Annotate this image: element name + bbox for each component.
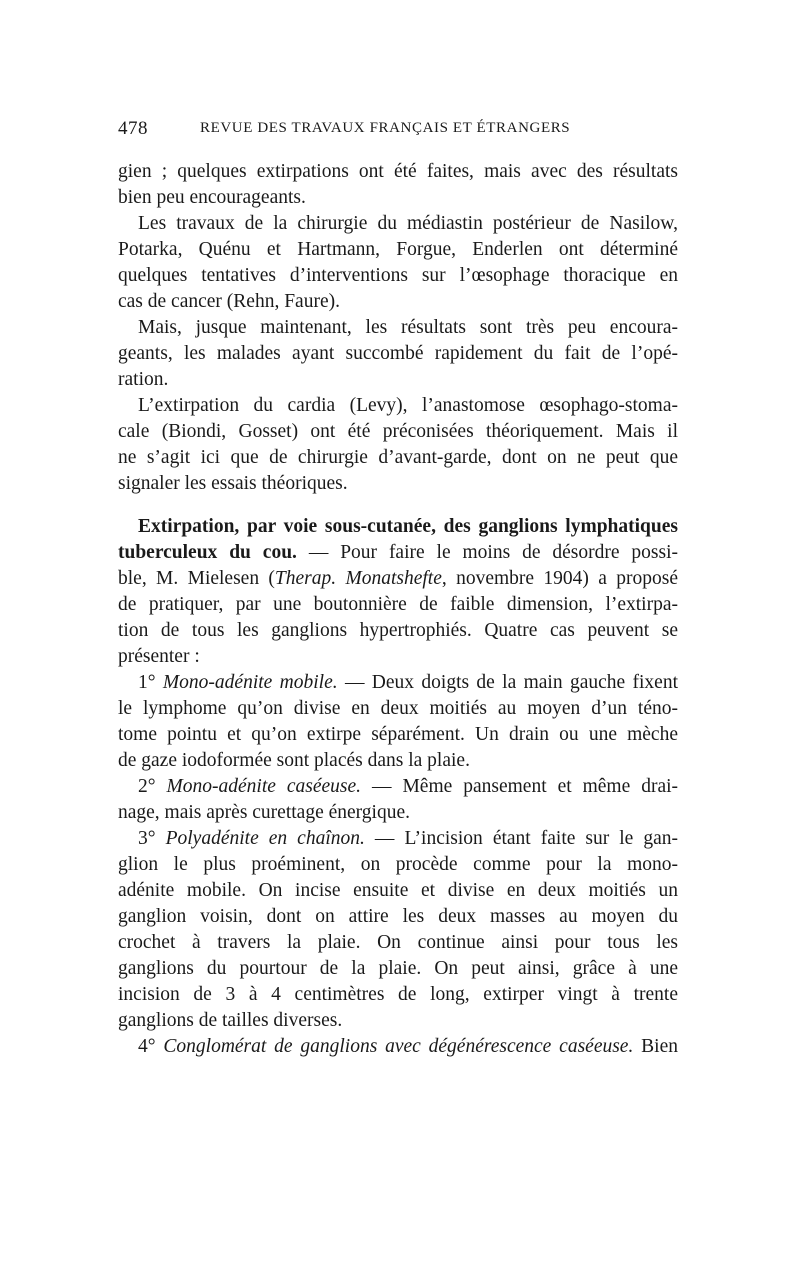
text-line: de pratiquer, par une boutonnière de faible dimension, l’extirpa- <box>118 594 678 615</box>
item-title: Conglomérat de ganglions avec dégénérescence caséeuse. <box>163 1036 634 1057</box>
item-number: 2° <box>138 776 156 797</box>
text-line: cale (Biondi, Gosset) ont été préconisées théoriquement. Mais il <box>118 421 678 442</box>
text-line: geants, les malades ayant succombé rapidement du fait de l’opé- <box>118 343 678 364</box>
text-line: de gaze iodoformée sont placés dans la plaie. <box>118 750 470 771</box>
text-line: présenter : <box>118 646 200 667</box>
text-line: ne s’agit ici que de chirurgie d’avant-garde, dont on ne peut que <box>118 447 678 468</box>
text-line: nage, mais après curettage énergique. <box>118 802 411 823</box>
section-heading: Extirpation, par voie sous-cutanée, des ganglions lymphatiques <box>138 516 678 537</box>
item-number: 3° <box>138 828 156 849</box>
text-line <box>118 566 678 592</box>
list-item <box>138 1034 678 1060</box>
text-line: gien ; quelques extirpations ont été faites, mais avec des résultats <box>118 161 678 182</box>
text-line: glion le plus proéminent, on procède comme pour la mono- <box>118 854 678 875</box>
item-title: Polyadénite en chaînon. <box>165 828 365 849</box>
text-line: crochet à travers la plaie. On continue ainsi pour tous les <box>118 932 678 953</box>
text-line: tome pointu et qu’on extirpe séparément. Un drain ou une mèche <box>118 724 678 745</box>
item-title: Mono-adénite mobile. <box>162 672 338 693</box>
text-span: — Pour faire le moins de désordre possi- <box>296 542 679 563</box>
item-number: 4° <box>138 1036 156 1057</box>
list-item <box>138 774 678 800</box>
text-span: , novembre 1904) a proposé <box>441 568 679 589</box>
text-line: cas de cancer (Rehn, Faure). <box>118 291 340 312</box>
text-line: Mais, jusque maintenant, les résultats sont très peu encoura- <box>138 317 678 338</box>
text-line: ganglion voisin, dont on attire les deux masses au moyen du <box>118 906 678 927</box>
text-line: ganglions du pourtour de la plaie. On peut ainsi, grâce à une <box>118 958 678 979</box>
page-header <box>118 118 678 144</box>
text-line: ganglions de tailles diverses. <box>118 1010 343 1031</box>
list-item <box>138 670 678 696</box>
text-span: — Même pansement et même drai- <box>361 776 679 797</box>
text-line: signaler les essais théoriques. <box>118 473 348 494</box>
text-span: — Deux doigts de la main gauche fixent <box>337 672 678 693</box>
item-number: 1° <box>138 672 156 693</box>
running-title: REVUE DES TRAVAUX FRANÇAIS ET ÉTRANGERS <box>200 120 571 136</box>
text-span: ble, M. Mielesen ( <box>118 568 275 589</box>
text-line: le lymphome qu’on divise en deux moitiés au moyen d’un téno- <box>118 698 678 719</box>
text-span: — L’incision étant faite sur le gan- <box>364 828 679 849</box>
item-title: Mono-adénite caséeuse. <box>166 776 362 797</box>
text-line: tion de tous les ganglions hypertrophiés. Quatre cas peuvent se <box>118 620 678 641</box>
text-line: bien peu encourageants. <box>118 187 306 208</box>
text-line: Les travaux de la chirurgie du médiastin postérieur de Nasilow, <box>138 213 678 234</box>
section-heading-continued <box>118 540 678 566</box>
text-span: Bien <box>633 1036 678 1057</box>
page-number: 478 <box>118 118 148 139</box>
text-line: quelques tentatives d’interventions sur l’œsophage thoracique en <box>118 265 678 286</box>
citation-title: Therap. Monatshefte <box>274 568 442 589</box>
list-item <box>138 826 678 852</box>
text-line: adénite mobile. On incise ensuite et divise en deux moitiés un <box>118 880 678 901</box>
text-line: incision de 3 à 4 centimètres de long, extirper vingt à trente <box>118 984 678 1005</box>
section-heading-end: tuberculeux du cou. <box>118 542 297 563</box>
text-line: ration. <box>118 369 169 390</box>
text-line: Potarka, Quénu et Hartmann, Forgue, Enderlen ont déterminé <box>118 239 678 260</box>
text-line: L’extirpation du cardia (Levy), l’anastomose œsophago-stoma- <box>138 395 678 416</box>
